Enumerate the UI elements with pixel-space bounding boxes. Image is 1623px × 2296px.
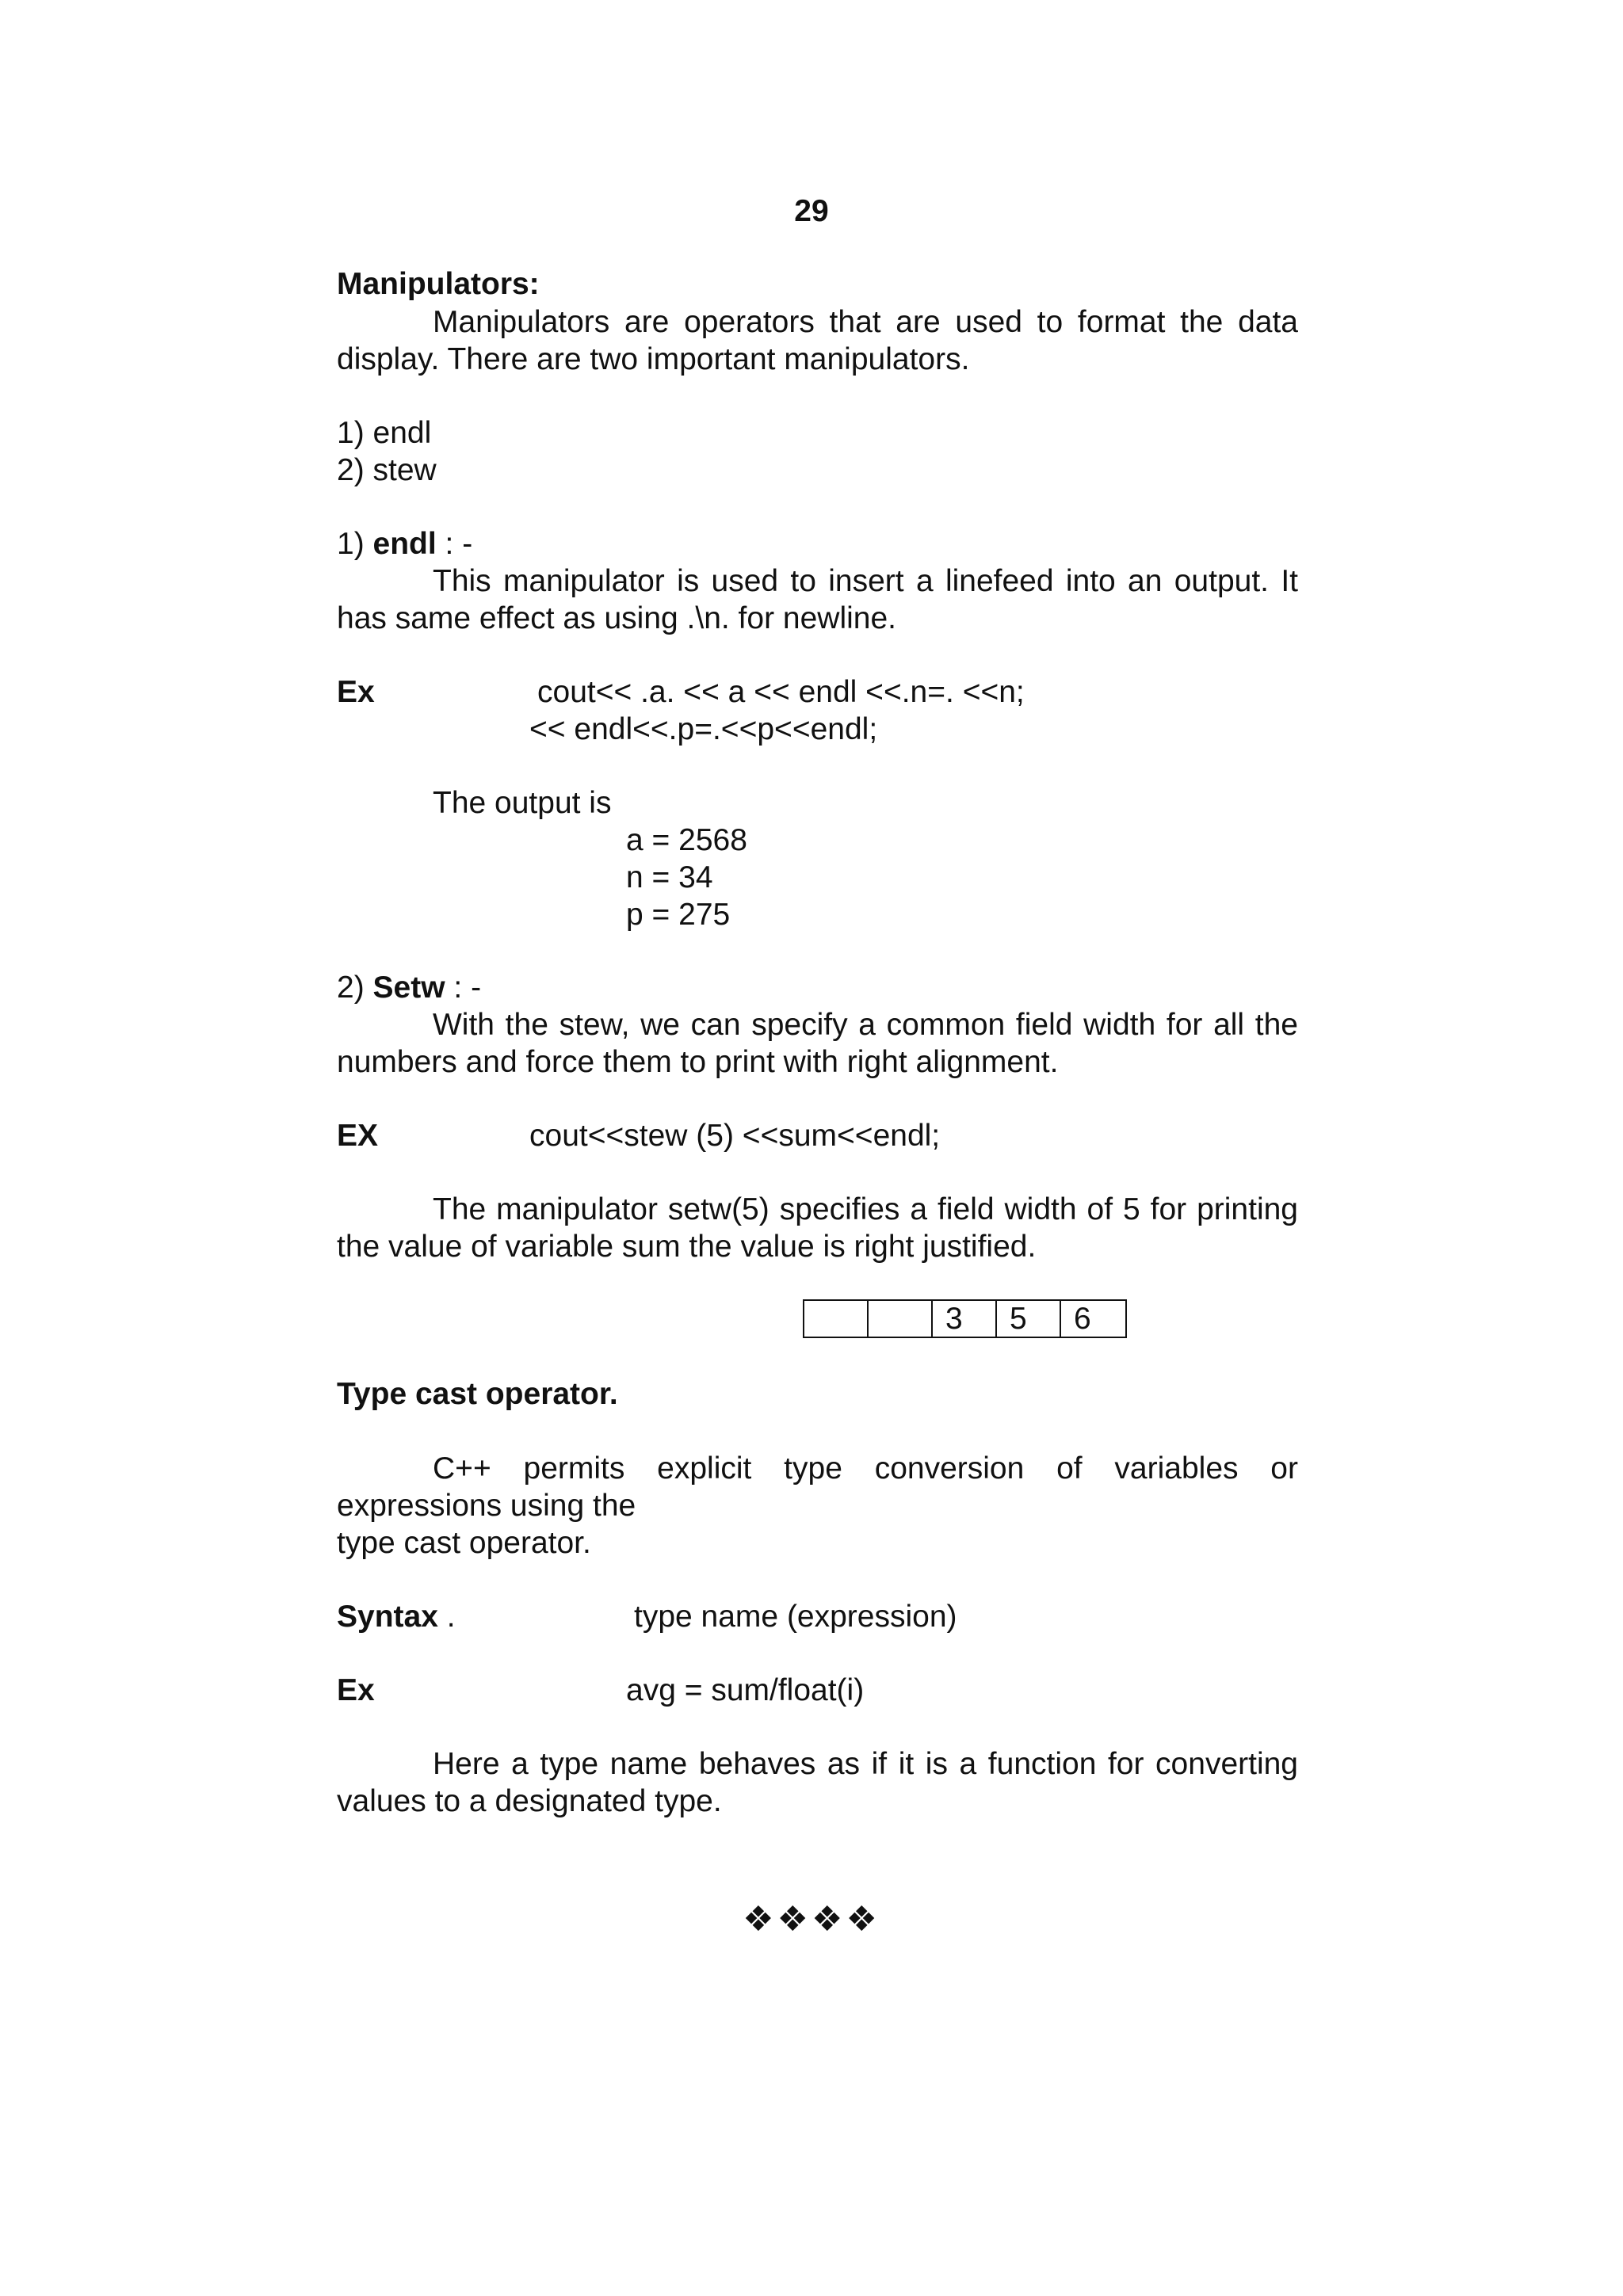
manipulators-heading: Manipulators: (337, 267, 540, 301)
field-width-diagram (803, 1299, 1127, 1338)
manipulator-list-item: 2) stew (337, 453, 437, 487)
setw-heading: 2) Setw : - (337, 971, 482, 1005)
typecast-example-label: Ex (337, 1673, 375, 1707)
field-cell: 6 (1074, 1302, 1091, 1336)
manipulator-list-item: 1) endl (337, 416, 432, 450)
endl-description: This manipulator is used to insert a linefeed into an output. It has same effect as using .\n. for newline. (337, 564, 1298, 635)
field-cell: 5 (997, 1301, 1061, 1337)
page-number: 29 (794, 194, 829, 228)
syntax-value: type name (expression) (634, 1600, 957, 1634)
ornament-divider: ❖❖❖❖ (743, 1899, 880, 1939)
endl-example-label: Ex (337, 675, 375, 709)
output-line: a = 2568 (626, 823, 747, 857)
output-line: n = 34 (626, 860, 713, 894)
setw-example-label: EX (337, 1119, 379, 1153)
field-cell (869, 1301, 933, 1337)
manipulators-intro: Manipulators are operators that are used to format the data display. There are two important manipulators. (337, 305, 1298, 376)
typecast-heading: Type cast operator. (337, 1377, 618, 1411)
field-cell: 3 (933, 1301, 997, 1337)
typecast-description-line: C++ permits explicit type conversion of variables or (433, 1451, 1298, 1486)
setw-description: With the stew, we can specify a common field width for all the numbers and force them to print with right alignment. (337, 1008, 1298, 1079)
output-intro: The output is (433, 786, 612, 820)
typecast-closing: Here a type name behaves as if it is a function for converting values to a designated type. (337, 1747, 1298, 1818)
endl-heading: 1) endl : - (337, 527, 473, 561)
endl-code-line: cout<< .a. << a << endl <<.n=. <<n; (537, 675, 1025, 709)
setw-explanation: The manipulator setw(5) specifies a field width of 5 for printing the value of variable sum the value is right justified. (337, 1192, 1298, 1264)
output-line: p = 275 (626, 898, 731, 932)
endl-code-line: << endl<<.p=.<<p<<endl; (529, 712, 878, 746)
typecast-example-value: avg = sum/float(i) (626, 1673, 865, 1707)
typecast-description-line: type cast operator. (337, 1526, 591, 1560)
field-cell (804, 1301, 869, 1337)
syntax-row: Syntax . (337, 1600, 456, 1634)
setw-code-line: cout<<stew (5) <<sum<<endl; (529, 1119, 941, 1153)
typecast-description-line: expressions using the (337, 1489, 636, 1523)
